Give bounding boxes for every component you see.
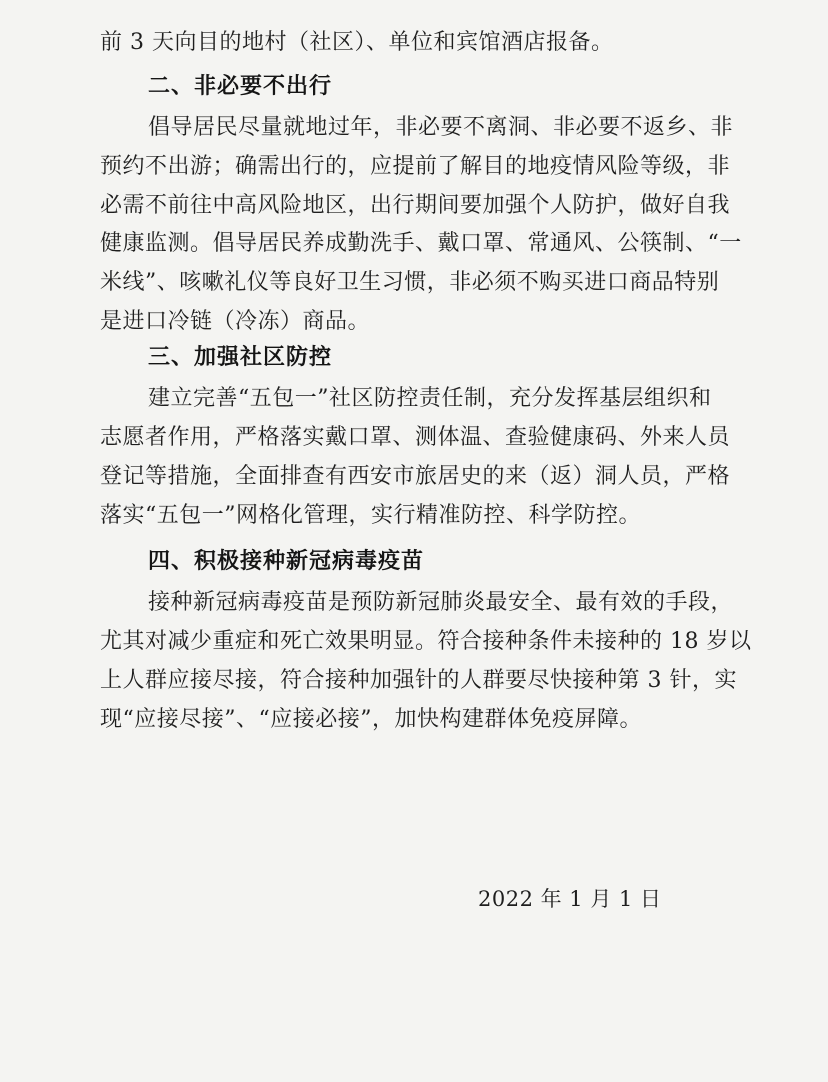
paragraph-line: 健康监测。倡导居民养成勤洗手、戴口罩、常通风、公筷制、“一 [100,231,742,256]
paragraph-line: 上人群应接尽接，符合接种加强针的人群要尽快接种第 3 针，实 [100,668,737,693]
section-heading-community-control: 三、加强社区防控 [148,345,333,370]
paragraph-line: 必需不前往中高风险地区，出行期间要加强个人防护，做好自我 [100,193,731,218]
section-heading-no-unnecessary-travel: 二、非必要不出行 [148,74,333,99]
section-heading-vaccination: 四、积极接种新冠病毒疫苗 [148,549,425,574]
paragraph-line: 志愿者作用，严格落实戴口罩、测体温、查验健康码、外来人员 [100,425,731,450]
paragraph-line: 现“应接尽接”、“应接必接”，加快构建群体免疫屏障。 [100,707,642,732]
paragraph-line: 接种新冠病毒疫苗是预防新冠肺炎最安全、最有效的手段， [148,590,734,615]
paragraph-line: 落实“五包一”网格化管理，实行精准防控、科学防控。 [100,503,641,528]
paragraph-line: 尤其对减少重症和死亡效果明显。符合接种条件未接种的 18 岁以 [100,629,752,654]
paragraph-line: 预约不出游；确需出行的，应提前了解目的地疫情风险等级，非 [100,154,731,179]
document-date: 2022 年 1 月 1 日 [478,887,662,911]
paragraph-line: 倡导居民尽量就地过年，非必要不离洞、非必要不返乡、非 [148,115,734,140]
intro-line: 前 3 天向目的地村（社区）、单位和宾馆酒店报备。 [100,30,614,55]
paragraph-line: 建立完善“五包一”社区防控责任制，充分发挥基层组织和 [148,386,712,411]
paragraph-line: 米线”、咳嗽礼仪等良好卫生习惯，非必须不购买进口商品特别 [100,270,720,295]
paragraph-line: 是进口冷链（冷冻）商品。 [100,309,371,334]
paragraph-line: 登记等措施，全面排查有西安市旅居史的来（返）洞人员，严格 [100,464,731,489]
